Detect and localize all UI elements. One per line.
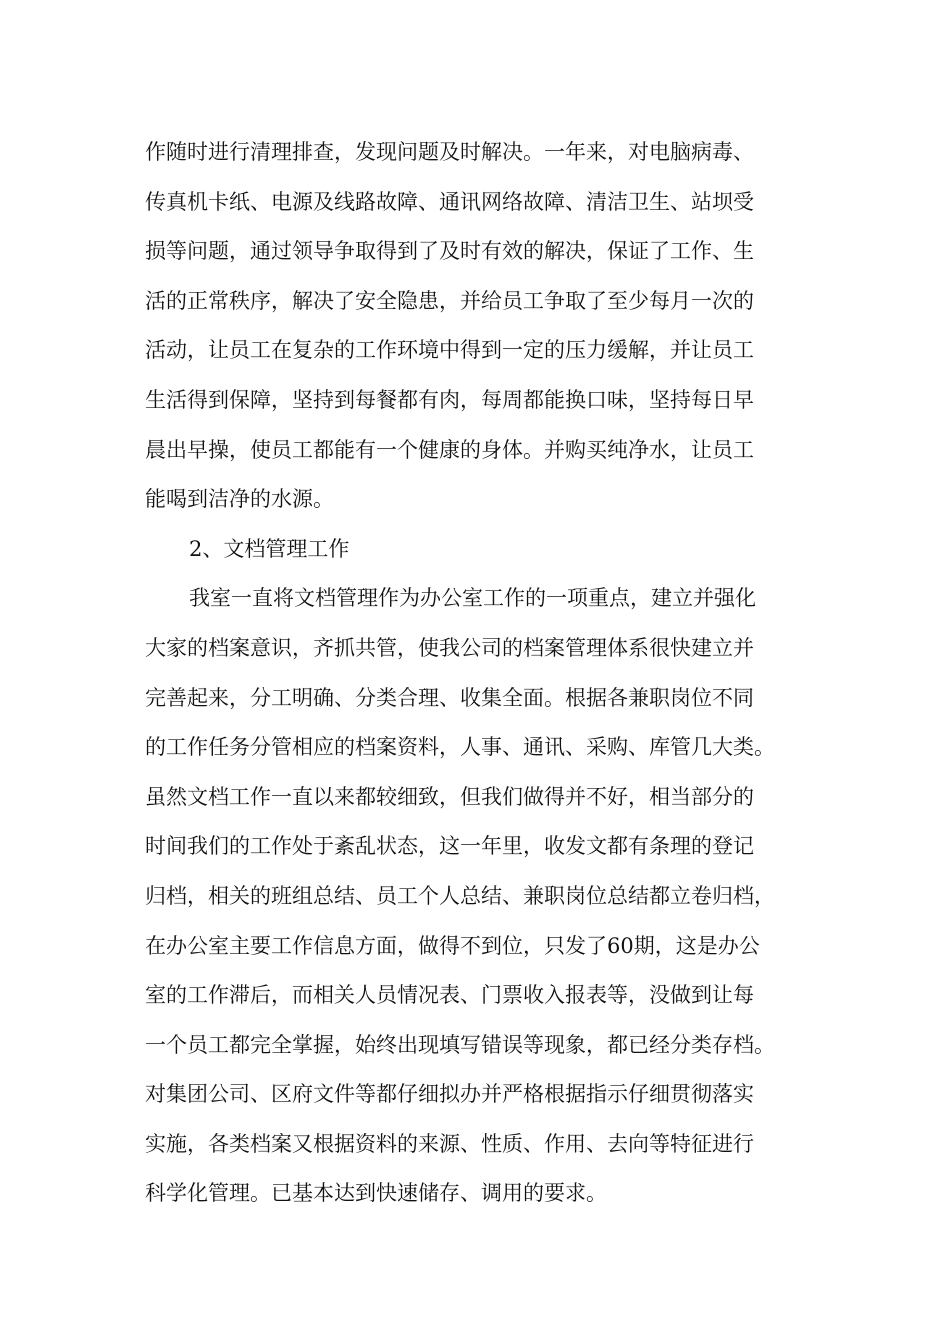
text-line: 晨出早操，使员工都能有一个健康的身体。并购买纯净水，让员工	[145, 437, 754, 462]
text-line: 对集团公司、区府文件等都仔细拟办并严格根据指示仔细贯彻落实	[145, 1082, 754, 1107]
text-line: 活动，让员工在复杂的工作环境中得到一定的压力缓解，并让员工	[145, 338, 754, 363]
text-line: 活的正常秩序，解决了安全隐患，并给员工争取了至少每月一次的	[145, 288, 754, 313]
text-line: 虽然文档工作一直以来都较细致，但我们做得并不好，相当部分的	[145, 784, 754, 809]
text-line: 在办公室主要工作信息方面，做得不到位，只发了60期，这是办公	[145, 933, 760, 958]
text-line: 生活得到保障，坚持到每餐都有肉，每周都能换口味，坚持每日早	[145, 387, 754, 412]
text-line: 归档，相关的班组总结、员工个人总结、兼职岗位总结都立卷归档，	[145, 883, 775, 908]
text-line: 大家的档案意识，齐抓共管，使我公司的档案管理体系很快建立并	[145, 635, 754, 660]
text-line: 损等问题，通过领导争取得到了及时有效的解决，保证了工作、生	[145, 239, 754, 264]
text-line: 作随时进行清理排查，发现问题及时解决。一年来，对电脑病毒、	[145, 140, 754, 164]
text-line: 科学化管理。已基本达到快速储存、调用的要求。	[145, 1181, 607, 1206]
text-line: 实施，各类档案又根据资料的来源、性质、作用、去向等特征进行	[145, 1131, 754, 1156]
text-line: 传真机卡纸、电源及线路故障、通讯网络故障、清洁卫生、站坝受	[145, 189, 754, 214]
text-line: 能喝到洁净的水源。	[145, 487, 334, 512]
text-line: 我室一直将文档管理作为办公室工作的一项重点，建立并强化	[189, 586, 756, 611]
text-line: 一个员工都完全掌握，始终出现填写错误等现象，都已经分类存档。	[145, 1032, 775, 1057]
section-heading: 2、文档管理工作	[189, 536, 350, 561]
text-line: 时间我们的工作处于紊乱状态，这一年里，收发文都有条理的登记	[145, 834, 754, 859]
text-line: 的工作任务分管相应的档案资料，人事、通讯、采购、库管几大类。	[145, 735, 775, 760]
text-line: 室的工作滞后，而相关人员情况表、门票收入报表等，没做到让每	[145, 983, 754, 1008]
document-body	[145, 128, 815, 1219]
text-line: 完善起来，分工明确、分类合理、收集全面。根据各兼职岗位不同	[145, 685, 754, 710]
